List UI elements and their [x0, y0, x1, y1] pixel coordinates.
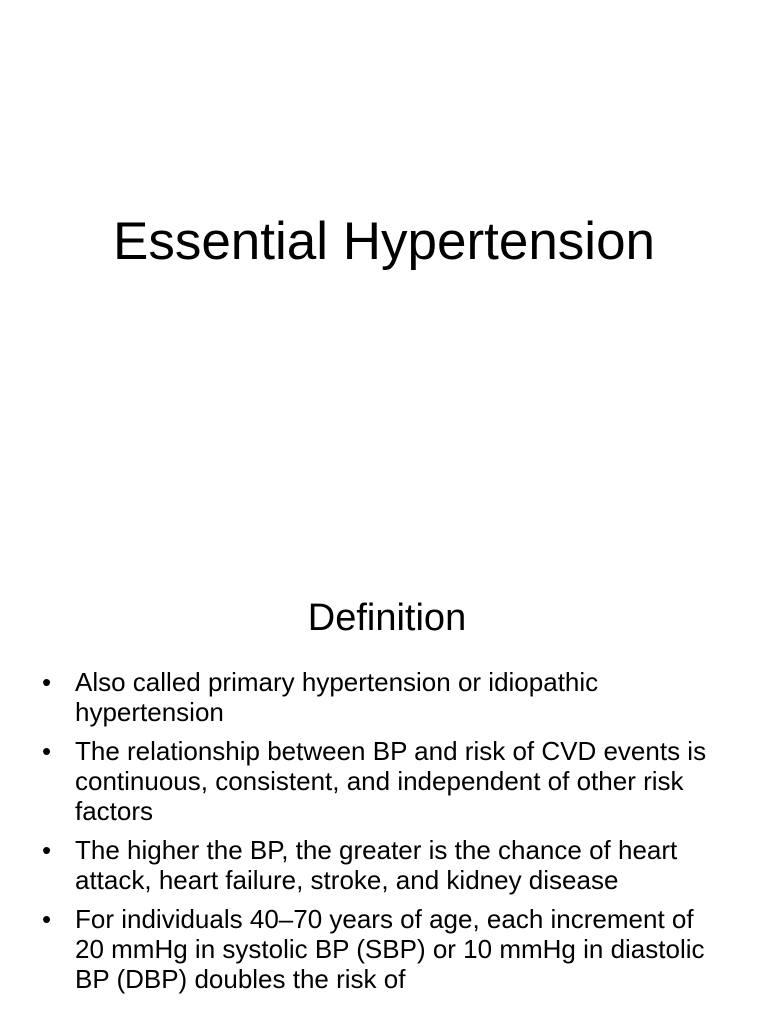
bullet-item: [0, 835, 768, 895]
bullet-text: Also called primary hypertension or idiopathic hypertension: [75, 667, 599, 727]
slide-title-heading: Essential Hypertension: [112, 212, 656, 271]
bullet-marker: •: [42, 835, 52, 865]
definition-heading: Definition: [307, 597, 467, 639]
bullet-item: [0, 667, 768, 727]
bullet-marker: •: [42, 667, 52, 697]
bullet-item: [0, 904, 768, 994]
slide-definition: [0, 576, 768, 1024]
definition-bullet-list: [0, 667, 768, 1003]
bullet-text: The relationship between BP and risk of CVD events is continuous, consistent, and independent of other risk factors: [75, 736, 707, 826]
bullet-text: The higher the BP, the greater is the chance of heart attack, heart failure, stroke, and kidney disease: [75, 835, 678, 895]
bullet-marker: •: [42, 736, 52, 766]
bullet-text: For individuals 40–70 years of age, each increment of 20 mmHg in systolic BP (SBP) or 10 mmHg in diastolic BP (DBP) doubles the risk of: [75, 904, 705, 994]
bullet-marker: •: [42, 904, 52, 934]
bullet-item: [0, 736, 768, 826]
